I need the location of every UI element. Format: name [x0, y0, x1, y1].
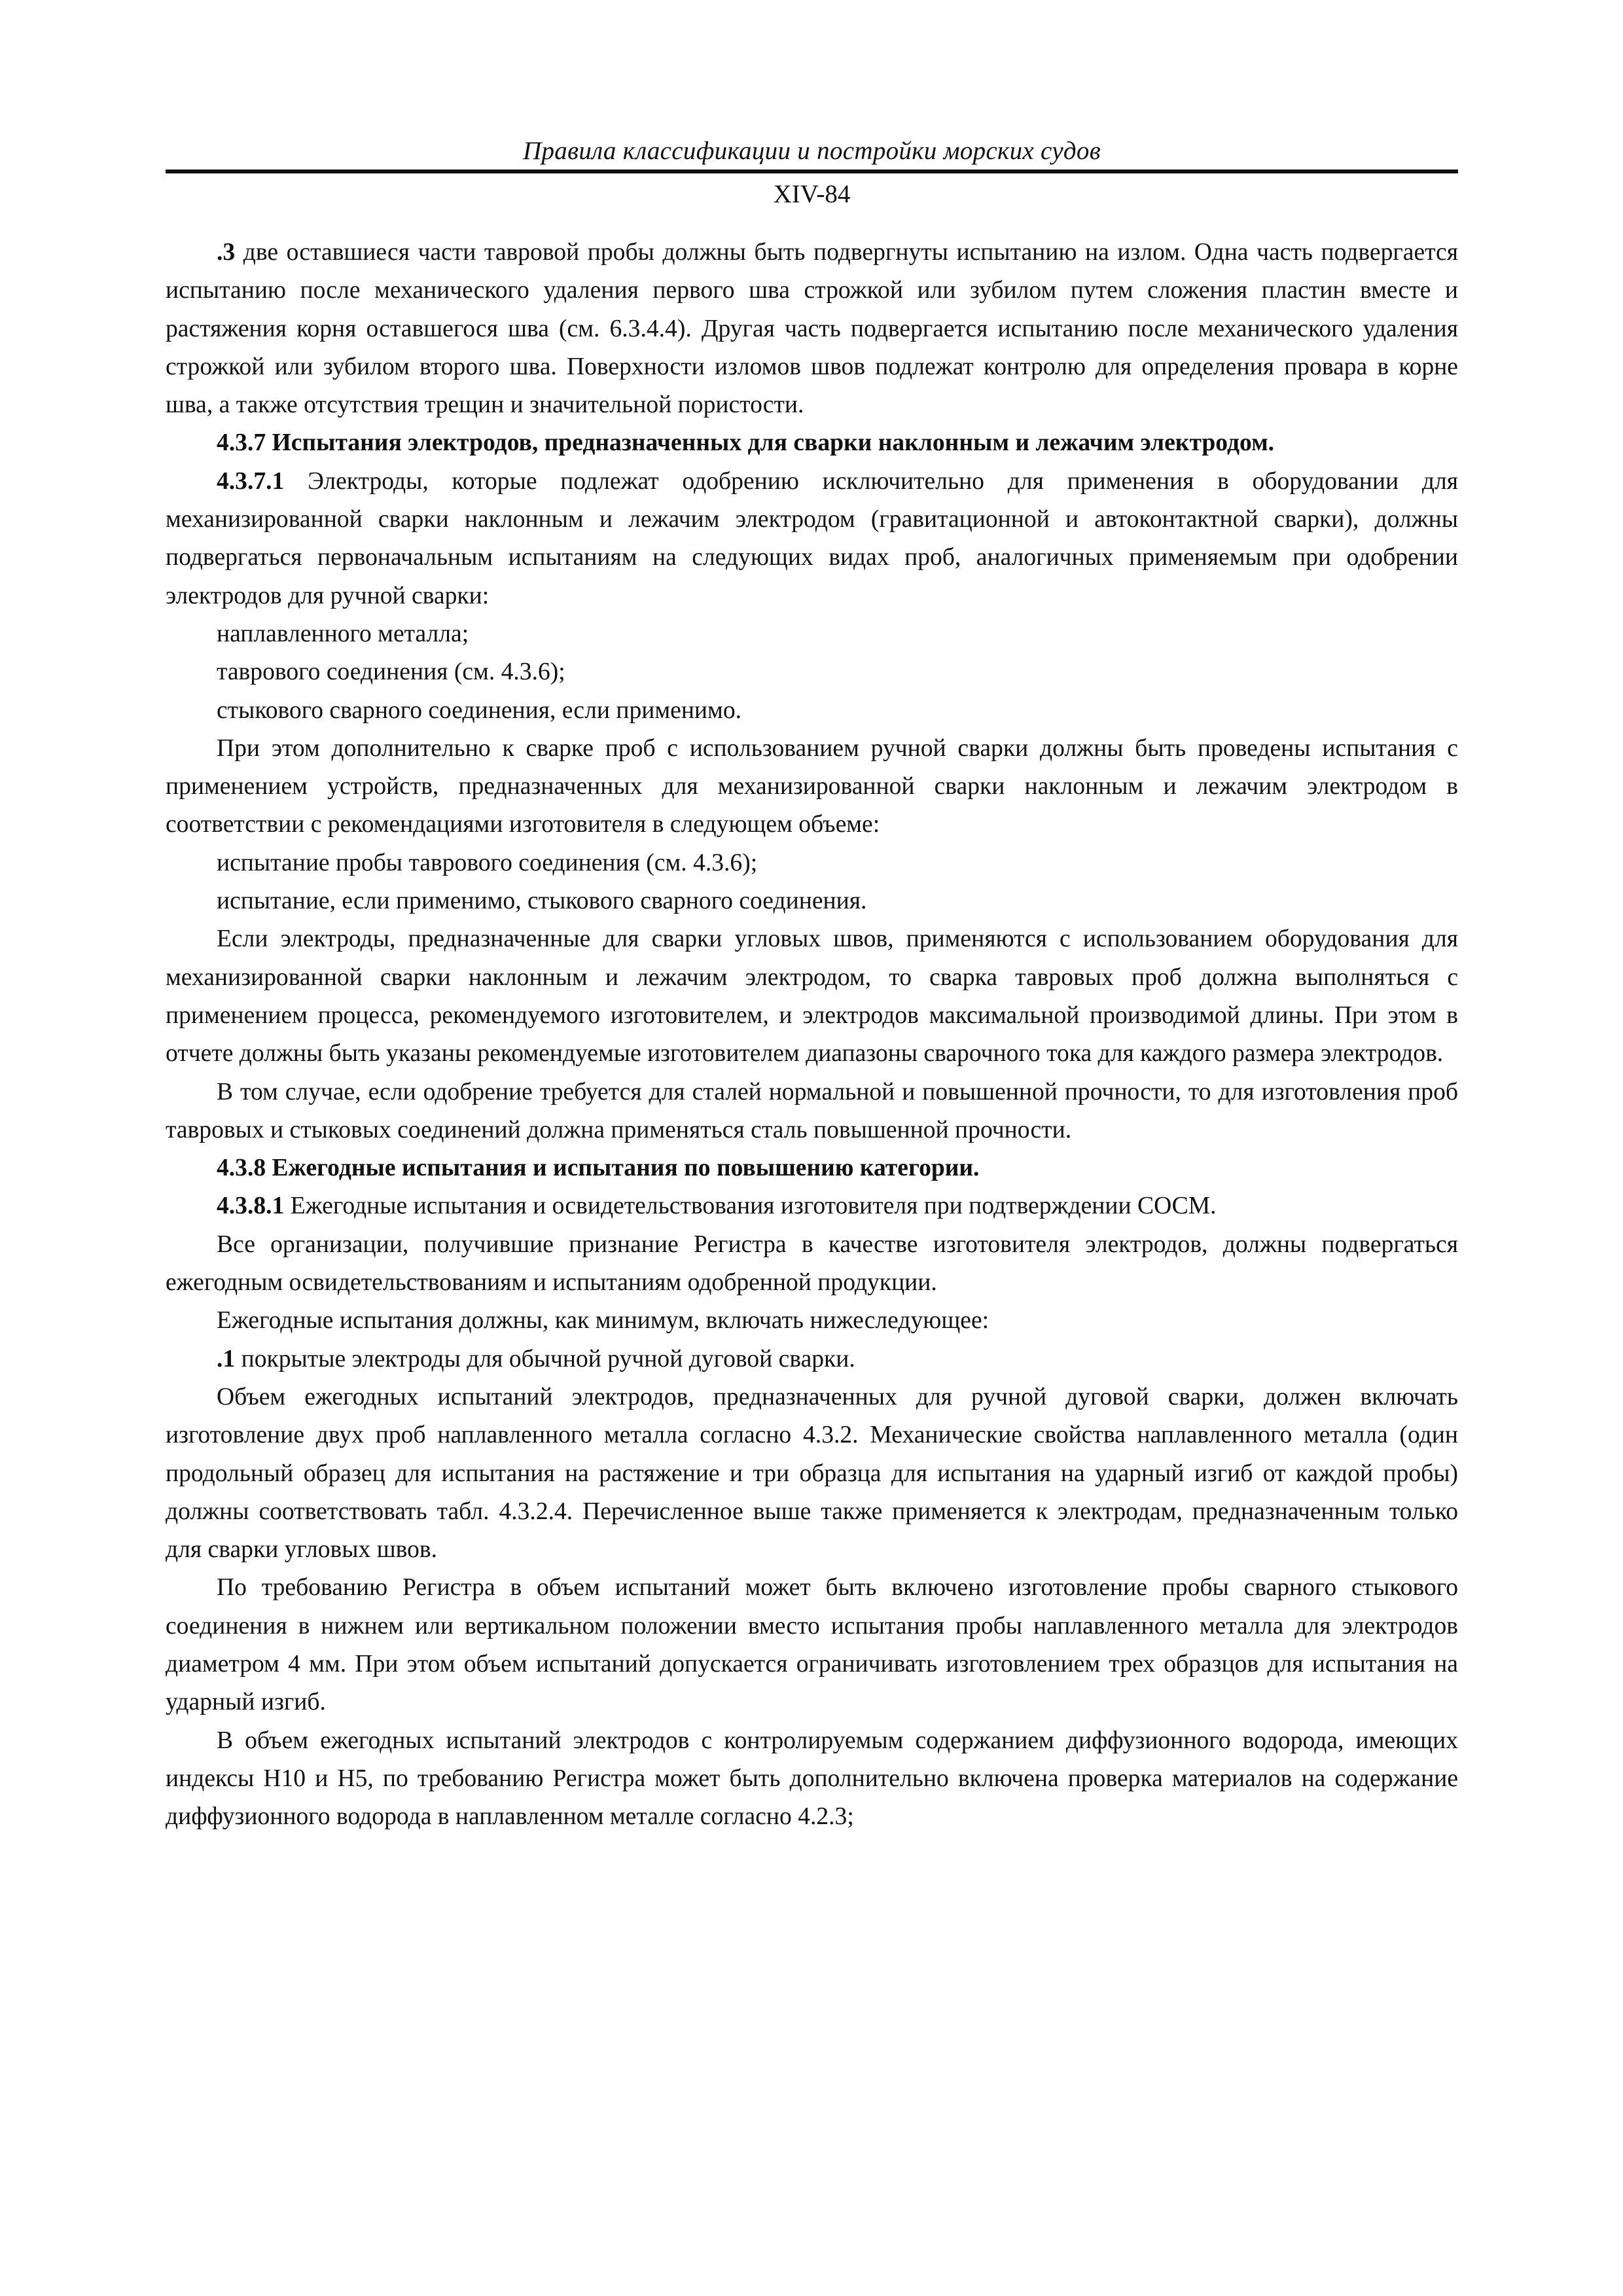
list-item [166, 1340, 1458, 1378]
paragraph-lead: 4.3.7.1 [217, 467, 285, 495]
section-heading-4-3-7 [166, 424, 1458, 462]
paragraph [166, 1302, 1458, 1340]
paragraph [166, 234, 1458, 424]
paragraph-lead: 4.3.8.1 [217, 1193, 285, 1220]
list-item [166, 615, 1458, 653]
paragraph-text: Электроды, которые подлежат одобрению исключительно для применения в оборудовании для механизированной сварки наклонным и лежачим электродом (гравитационной и автоконтактной сварки), должны подвергаться первоначальным испытаниям на следующих видах проб, аналогичных применяемым при одобрении электродов для ручной сварки: [166, 467, 1458, 609]
list-item [166, 692, 1458, 730]
paragraph-text: По требованию Регистра в объем испытаний может быть включено изготовление пробы сварного стыкового соединения в нижнем или вертикальном положении вместо испытания пробы наплавленного металла для электродов диаметром 4 мм. При этом объем испытаний допускается ограничивать изготовлением трех образцов для испытания на ударный изгиб. [166, 1574, 1458, 1716]
paragraph-text: При этом дополнительно к сварке проб с использованием ручной сварки должны быть проведены испытания с применением устройств, предназначенных для механизированной сварки наклонным и лежачим электродом в соответствии с рекомендациями изготовителя в следующем объеме: [166, 734, 1458, 838]
paragraph [166, 730, 1458, 844]
paragraph-lead: .1 [217, 1345, 236, 1372]
paragraph [166, 1569, 1458, 1721]
section-heading-text: 4.3.8 Ежегодные испытания и испытания по повышению категории. [217, 1155, 980, 1182]
paragraph [166, 1226, 1458, 1302]
list-item-text: таврового соединения (см. 4.3.6); [217, 658, 565, 686]
list-item-text: испытание, если применимо, стыкового сварного соединения. [217, 888, 867, 915]
list-item [166, 882, 1458, 920]
paragraph-text: Все организации, получившие признание Регистра в качестве изготовителя электродов, должны подвергаться ежегодным освидетельствованиям и испытаниям одобренной продукции. [166, 1230, 1458, 1297]
document-body [166, 234, 1458, 1836]
paragraph-text: В том случае, если одобрение требуется для сталей нормальной и повышенной прочности, то для изготовления проб тавровых и стыковых соединений должна применяться сталь повышенной прочности. [166, 1078, 1458, 1143]
list-item [166, 844, 1458, 882]
paragraph [166, 1187, 1458, 1225]
section-heading-4-3-8 [166, 1149, 1458, 1187]
paragraph-text: Если электроды, предназначенные для сварки угловых швов, применяются с использованием оборудования для механизированной сварки наклонным и лежачим электродом, то сварка тавровых проб должна выполняться с применением процесса, рекомендуемого изготовителем, и электродов максимальной производимой длины. При этом в отчете должны быть указаны рекомендуемые изготовителем диапазоны сварочного тока для каждого размера электродов. [166, 925, 1458, 1067]
paragraph-lead: .3 [217, 239, 236, 266]
paragraph-text: В объем ежегодных испытаний электродов с контролируемым содержанием диффузионного водорода, имеющих индексы Н10 и Н5, по требованию Регистра может быть дополнительно включена проверка материалов на содержание диффузионного водорода в наплавленном металле согласно 4.2.3; [166, 1727, 1458, 1831]
paragraph-text: две оставшиеся части тавровой пробы должны быть подвергнуты испытанию на излом. Одна часть подвергается испытанию после механического удаления первого шва строжкой или зубилом путем сложения пластин вместе и растяжения корня оставшегося шва (см. 6.3.4.4). Другая часть подвергается испытанию после механического удаления строжкой или зубилом второго шва. Поверхности изломов швов подлежат контролю для определения провара в корне шва, а также отсутствия трещин и значительной пористости. [166, 239, 1458, 419]
list-item-text: испытание пробы таврового соединения (см. 4.3.6); [217, 849, 758, 876]
paragraph [166, 1378, 1458, 1569]
document-page [166, 134, 1458, 1836]
list-item-text: стыкового сварного соединения, если применимо. [217, 696, 742, 724]
paragraph [166, 920, 1458, 1073]
header-rule [166, 170, 1458, 173]
section-heading-text: 4.3.7 Испытания электродов, предназначенных для сварки наклонным и лежачим электродом. [217, 429, 1275, 457]
running-title: Правила классификации и постройки морских судов [523, 137, 1101, 165]
list-item [166, 653, 1458, 691]
list-item-text: наплавленного металла; [217, 620, 469, 647]
paragraph [166, 463, 1458, 615]
page-number: XIV-84 [773, 180, 851, 208]
list-item-text: покрытые электроды для обычной ручной дуговой сварки. [235, 1345, 855, 1372]
paragraph [166, 1073, 1458, 1150]
paragraph [166, 1722, 1458, 1837]
paragraph-text: Ежегодные испытания должны, как минимум, включать нижеследующее: [217, 1307, 990, 1335]
paragraph-text: Ежегодные испытания и освидетельствования изготовителя при подтверждении СОСМ. [284, 1193, 1217, 1220]
paragraph-text: Объем ежегодных испытаний электродов, предназначенных для ручной дуговой сварки, должен включать изготовление двух проб наплавленного металла согласно 4.3.2. Механические свойства наплавленного металла (один продольный образец для испытания на растяжение и три образца для испытания на ударный изгиб от каждой пробы) должны соответствовать табл. 4.3.2.4. Перечисленное выше также применяется к электродам, предназначенным только для сварки угловых швов. [166, 1383, 1458, 1564]
